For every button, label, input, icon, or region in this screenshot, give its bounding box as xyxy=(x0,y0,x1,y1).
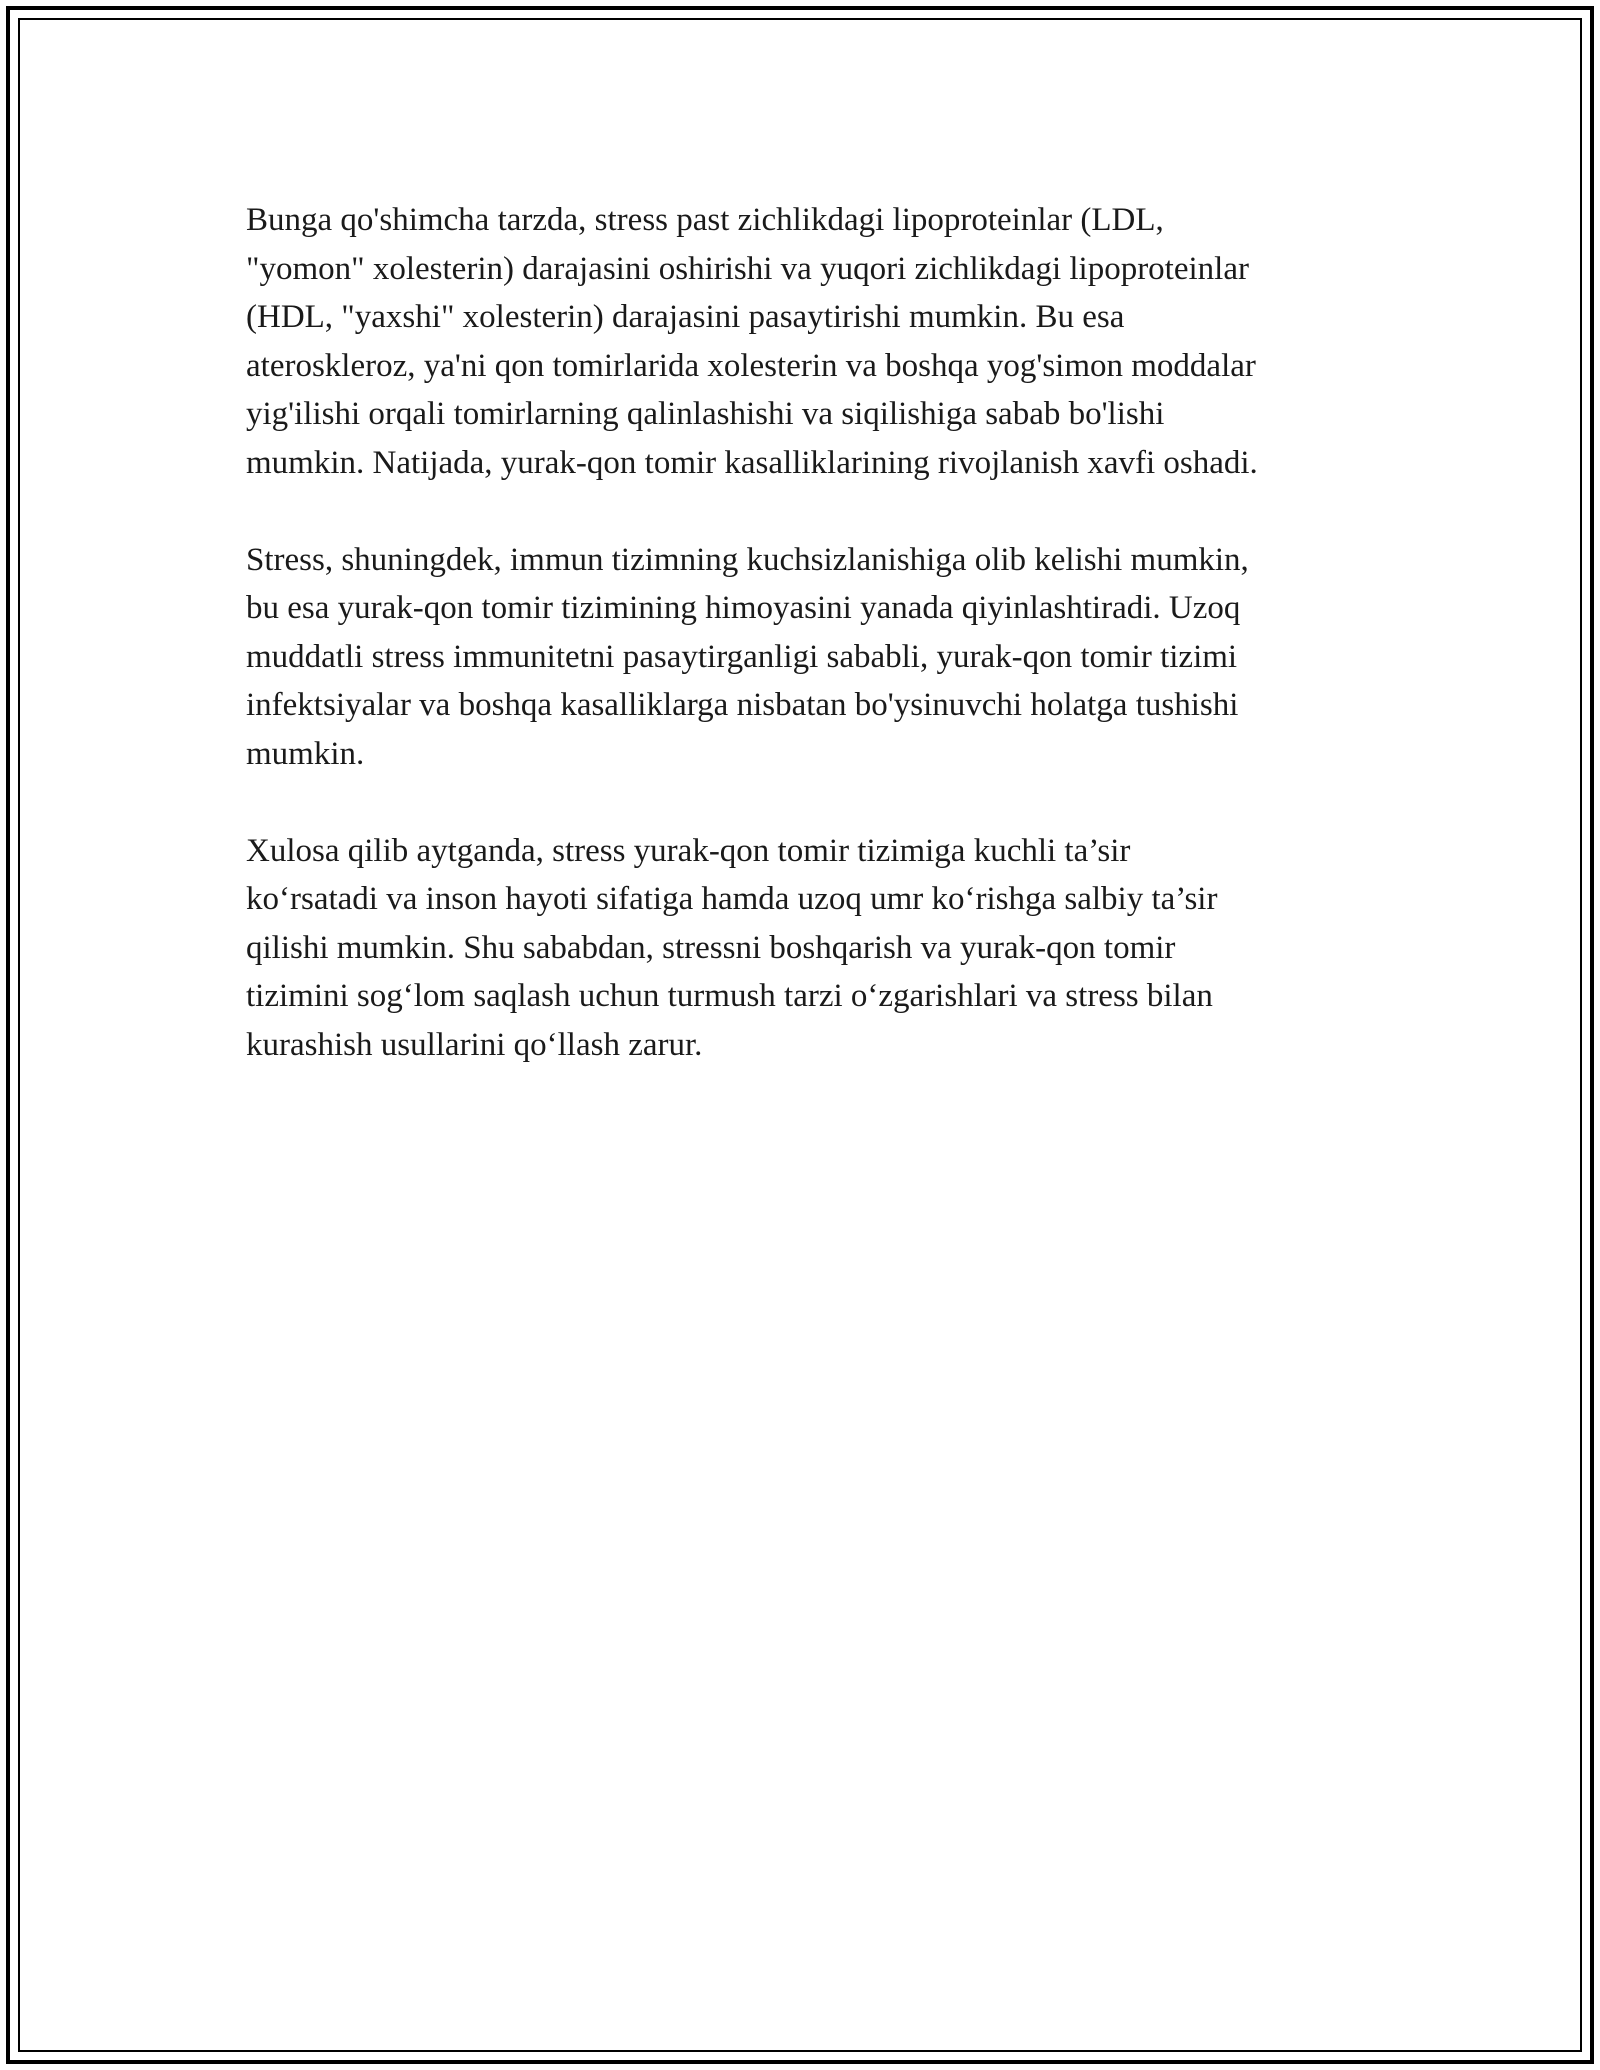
text-line: mumkin. Natijada, yurak-qon tomir kasalliklarining rivojlanish xavfi oshadi. xyxy=(246,444,1258,481)
text-line: kurashish usullarini qo‘llash zarur. xyxy=(246,1026,703,1063)
text-line: (HDL, "yaxshi" xolesterin) darajasini pasaytirishi mumkin. Bu esa xyxy=(246,299,1125,335)
text-line: qilishi mumkin. Shu sababdan, stressni boshqarish va yurak-qon tomir xyxy=(246,929,1176,966)
text-line: Xulosa qilib aytganda, stress yurak-qon tomir tizimiga kuchli ta’sir xyxy=(246,832,1131,869)
text-line: bu esa yurak-qon tomir tizimining himoyasini yanada qiyinlashtiradi. Uzoq xyxy=(246,590,1241,626)
page-border xyxy=(6,6,1594,2064)
text-line: ateroskleroz, ya'ni qon tomirlarida xolesterin va boshqa yog'simon moddalar xyxy=(246,347,1256,384)
paragraph-ldl-hdl xyxy=(246,196,1386,487)
text-line: tizimini sog‘lom saqlash uchun turmush tarzi o‘zgarishlari va stress bilan xyxy=(246,978,1213,1014)
text-line: Bunga qo'shimcha tarzda, stress past zichlikdagi lipoproteinlar (LDL, xyxy=(246,202,1164,238)
text-line: mumkin. xyxy=(246,735,365,772)
text-line: ko‘rsatadi va inson hayoti sifatiga hamda uzoq umr ko‘rishga salbiy ta’sir xyxy=(246,881,1218,917)
text-line: "yomon" xolesterin) darajasini oshirishi va yuqori zichlikdagi lipoproteinlar xyxy=(246,250,1249,287)
paragraph-conclusion xyxy=(246,827,1386,1070)
text-line: muddatli stress immunitetni pasaytirganligi sababli, yurak-qon tomir tizimi xyxy=(246,638,1238,675)
text-line: yig'ilishi orqali tomirlarning qalinlashishi va siqilishiga sabab bo'lishi xyxy=(246,396,1165,432)
text-line: infektsiyalar va boshqa kasalliklarga nisbatan bo'ysinuvchi holatga tushishi xyxy=(246,687,1239,723)
text-line: Stress, shuningdek, immun tizimning kuchsizlanishiga olib kelishi mumkin, xyxy=(246,541,1249,578)
document-body xyxy=(246,196,1386,1118)
paragraph-immune-system xyxy=(246,536,1386,779)
